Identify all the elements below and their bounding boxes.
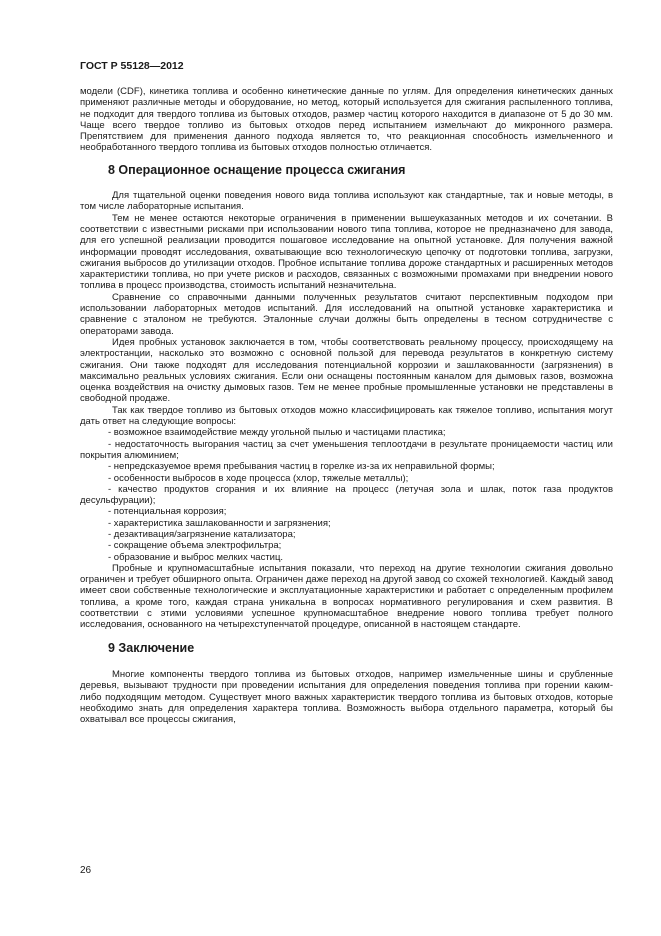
document-header: ГОСТ Р 55128—2012 — [80, 60, 184, 72]
paragraph: Тем не менее остаются некоторые ограничения в применении вышеуказанных методов и их сочетании. В соответствии с известными рисками при использовании нового типа топлива, которое не предназначено для завода, для его успешной реализации проводится пошаговое исследование на опытной установке. Для получения важной информации проводят исследования, охватывающие всю технологическую цепочку от подготовки топлива, загрузки, сжигания выбросов до утилизации отходов. Пробное испытание топлива дороже стандартных и расширенных методов характеристики топлива, но при учете рисков и расходов, связанных с возможными промахами при внедрении нового топлива в процесс производства, стоимость испытаний незначительна. — [80, 212, 613, 292]
paragraph: Для тщательной оценки поведения нового вида топлива используют как стандартные, так и новые методы, в том числе лабораторные испытания. — [80, 190, 613, 213]
paragraph: Так как твердое топливо из бытовых отходов можно классифицировать как тяжелое топливо, испытания могут дать ответ на следующие вопросы: — [80, 404, 613, 428]
list-item: - непредсказуемое время пребывания частиц в горелке из-за их неправильной формы; — [108, 461, 495, 473]
paragraph: Сравнение со справочными данными полученных результатов считают перспективным подходом при использовании лабораторных методов испытаний. Для исследований на опытной установке характеристика и сравнение с эталоном не требуются. Эталонные случаи должны быть определены в тесном сотрудничестве с операторами завода. — [80, 291, 613, 337]
list-item: - характеристика зашлакованности и загрязнения; — [108, 517, 331, 529]
paragraph: Пробные и крупномасштабные испытания показали, что переход на другие технологии сжигания довольно ограничен и требует обширного опыта. Ограничен даже переход на другой завод со схожей технологией. Каждый завод имеет свои собственные технологические и эксплуатационные характеристики и работает с определенным профилем топлива, а кроме того, каждая страна уникальна в вопросах нормативного регулирования и схем развития. В соответствии с этими условиями успешное крупномасштабное внедрение нового топлива требует полного исследования, основанного на четырехступенчатой процедуре, описанной в настоящем стандарте. — [80, 562, 613, 631]
list-item: - возможное взаимодействие между угольной пылью и частицами пластика; — [108, 427, 446, 439]
page-body — [80, 86, 613, 725]
paragraph: Идея пробных установок заключается в том, чтобы соответствовать реальному процессу, происходящему на электростанции, насколько это возможно с основной пользой для перевода результатов в конкретную систему сжигания. Они также подходят для исследования потенциальной коррозии и зашлакованности (загрязнения) в максимально реальных условиях сжигания. Если они оснащены постоянным каналом для дымовых газов, возможна оценка воздействия на очистку дымовых газов. Тем не менее пробные промышленные установки не представлены в свободной продаже. — [80, 336, 613, 405]
list-item: - дезактивация/загрязнение катализатора; — [108, 528, 296, 540]
list-item: - образование и выброс мелких частиц. — [108, 551, 284, 563]
section-8-heading: 8 Операционное оснащение процесса сжигания — [108, 162, 406, 177]
list-item: - особенности выбросов в ходе процесса (хлор, тяжелые металлы); — [108, 472, 409, 484]
page-number: 26 — [80, 865, 92, 876]
paragraph: Многие компоненты твердого топлива из бытовых отходов, например измельченные шины и срубленные деревья, вызывают трудности при проведении испытания для определения поведения топлива при горении каким-либо подходящим методом. Существует много важных характеристик твердого топлива из бытовых отходов, которые необходимо знать для определения характера топлива. Возможность выбора отдельного параметра, который бы охватывал все процессы сжигания, — [80, 668, 613, 726]
list-item: - потенциальная коррозия; — [108, 506, 227, 518]
list-item: - сокращение объема электрофильтра; — [108, 540, 282, 552]
section-9-heading: 9 Заключение — [108, 640, 195, 655]
list-item: - качество продуктов сгорания и их влияние на процесс (летучая зола и шлак, поток газа продуктов десульфурации); — [80, 483, 613, 507]
list-item: - недостаточность выгорания частиц за счет уменьшения теплоотдачи в результате проницаемости частиц или покрытия алюминием; — [80, 438, 613, 461]
intro-paragraph: модели (CDF), кинетика топлива и особенно кинетические данные по углям. Для определения кинетических данных применяют различные методы и оборудование, но метод, который используется для сжигания распыленного топлива, не подходит для твердого топлива из бытовых отходов, размер частиц которого находится в диапазоне от 5 до 30 мм. Чаще всего твердое топливо из бытовых отходов перед испытанием измельчают до микронного размера. Препятствием для применения данного подхода является то, что реакционная способность измельченного и необработанного твердого топлива из бытовых отходов полностью отличается. — [80, 86, 613, 154]
